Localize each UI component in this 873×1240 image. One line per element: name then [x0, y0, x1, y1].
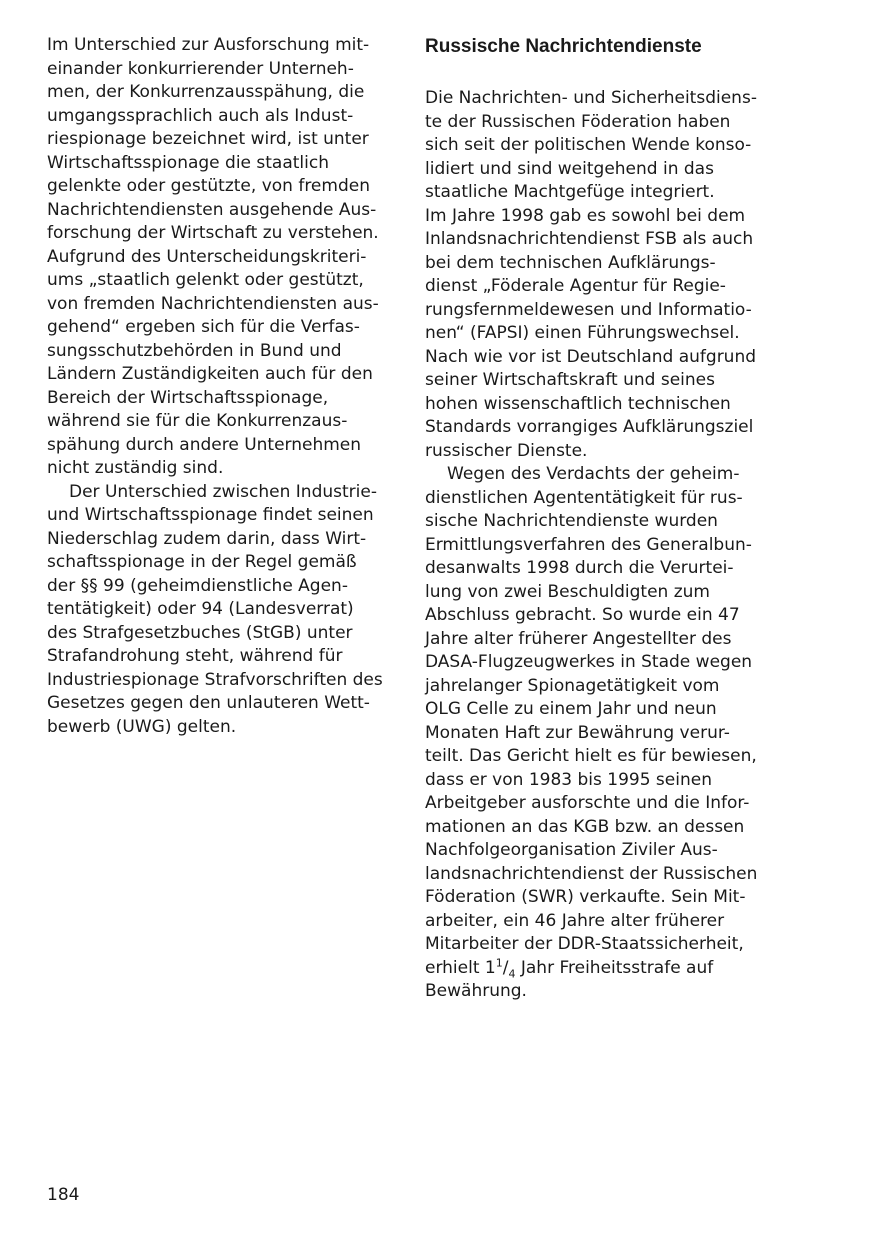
text-line: Wegen des Verdachts der geheim-: [447, 464, 740, 484]
text-line: Arbeitgeber ausforschte und die Infor-: [425, 793, 750, 813]
text-line: sungsschutzbehörden in Bund und: [47, 340, 342, 361]
text-line: hohen wissenschaftlich technischen: [425, 393, 731, 414]
text-line: nicht zuständig sind.: [47, 458, 224, 478]
fraction-numerator: 1: [495, 955, 503, 969]
text-line: dienstlichen Agententätigkeit für rus-: [425, 487, 743, 508]
left-column: [47, 34, 397, 739]
text-line: Wirtschaftsspionage die staatlich: [47, 152, 330, 173]
text-line: forschung der Wirtschaft zu verstehen.: [47, 223, 379, 243]
text-line: Bewährung.: [425, 981, 527, 1001]
text-line: Strafandrohung steht, während für: [47, 646, 343, 666]
text-line: rungsfernmeldewesen und Informatio-: [425, 299, 752, 320]
text-line: Der Unterschied zwischen Industrie-: [69, 481, 377, 502]
left-paragraph-1: [47, 34, 397, 481]
text-line: men, der Konkurrenzausspähung, die: [47, 82, 365, 102]
text-line: dienst „Föderale Agentur für Regie-: [425, 276, 726, 296]
fraction-denominator: 4: [508, 966, 516, 980]
text-line: Niederschlag zudem darin, dass Wirt-: [47, 528, 367, 549]
text-line: einander konkurrierender Unterneh-: [47, 58, 354, 79]
text-line: bewerb (UWG) gelten.: [47, 716, 237, 737]
fraction-line-suffix: Jahr Freiheitsstrafe auf: [515, 957, 714, 978]
text-line: des Strafgesetzbuches (StGB) unter: [47, 622, 353, 643]
text-line: mationen an das KGB bzw. an dessen: [425, 816, 745, 837]
text-line: te der Russischen Föderation haben: [425, 111, 731, 132]
right-column: [425, 34, 775, 1004]
page-number: 184: [47, 1185, 80, 1205]
text-line: gehend“ ergeben sich für die Verfas-: [47, 317, 360, 337]
text-line: lung von zwei Beschuldigten zum: [425, 581, 710, 602]
text-line: Ländern Zuständigkeiten auch für den: [47, 364, 373, 384]
text-line: Abschluss gebracht. So wurde ein 47: [425, 605, 740, 625]
right-paragraph-1: [425, 87, 775, 463]
text-line: ums „staatlich gelenkt oder gestützt,: [47, 270, 364, 290]
text-line: bei dem technischen Aufklärungs-: [425, 252, 716, 273]
text-line: teilt. Das Gericht hielt es für bewiesen,: [425, 746, 757, 766]
text-line: Die Nachrichten- und Sicherheitsdiens-: [425, 88, 757, 108]
text-line: Mitarbeiter der DDR-Staatssicherheit,: [425, 934, 744, 954]
text-line: OLG Celle zu einem Jahr und neun: [425, 699, 717, 719]
text-line: sich seit der politischen Wende konso-: [425, 135, 752, 155]
text-line: Bereich der Wirtschaftsspionage,: [47, 387, 329, 408]
text-line: jahrelanger Spionagetätigkeit vom: [425, 675, 720, 696]
text-line: Industriespionage Strafvorschriften des: [47, 669, 383, 690]
text-line: umgangssprachlich auch als Indust-: [47, 105, 354, 126]
text-line: riespionage bezeichnet wird, ist unter: [47, 129, 369, 149]
text-line: desanwalts 1998 durch die Verurtei-: [425, 558, 734, 578]
text-line: Föderation (SWR) verkaufte. Sein Mit-: [425, 887, 746, 907]
text-line: während sie für die Konkurrenzaus-: [47, 411, 348, 431]
text-line: dass er von 1983 bis 1995 seinen: [425, 769, 712, 790]
text-line: Standards vorrangiges Aufklärungsziel: [425, 417, 754, 437]
text-line: von fremden Nachrichtendiensten aus-: [47, 293, 379, 314]
left-paragraph-2: [47, 481, 397, 740]
text-line: Ermittlungsverfahren des Generalbun-: [425, 534, 752, 555]
text-line: seiner Wirtschaftskraft und seines: [425, 370, 715, 390]
text-line: Jahre alter früherer Angestellter des: [425, 628, 732, 649]
text-line: Monaten Haft zur Bewährung verur-: [425, 722, 730, 743]
text-line: Nach wie vor ist Deutschland aufgrund: [425, 346, 757, 367]
text-line: nen“ (FAPSI) einen Führungswechsel.: [425, 323, 740, 343]
text-line: Aufgrund des Unterscheidungskriteri-: [47, 246, 367, 267]
text-line: Inlandsnachrichtendienst FSB als auch: [425, 229, 754, 249]
text-line: und Wirtschaftsspionage findet seinen: [47, 505, 374, 525]
fraction-line: [425, 957, 775, 981]
text-line: tentätigkeit) oder 94 (Landesverrat): [47, 599, 354, 619]
text-line: staatliche Machtgefüge integriert.: [425, 182, 715, 202]
right-paragraph-2: [425, 463, 775, 957]
text-line: Im Unterschied zur Ausforschung mit-: [47, 35, 370, 55]
text-line: spähung durch andere Unternehmen: [47, 434, 362, 455]
text-line: DASA-Flugzeugwerkes in Stade wegen: [425, 652, 753, 672]
text-line: landsnachrichtendienst der Russischen: [425, 863, 758, 884]
fraction-slash: /: [502, 957, 509, 978]
text-line: Nachfolgeorganisation Ziviler Aus-: [425, 840, 718, 860]
text-line: der §§ 99 (geheimdienstliche Agen-: [47, 575, 348, 596]
text-line: schaftsspionage in der Regel gemäß: [47, 552, 357, 572]
text-line: sische Nachrichtendienste wurden: [425, 511, 718, 531]
section-heading: Russische Nachrichtendienste: [425, 36, 702, 57]
text-line: lidiert und sind weitgehend in das: [425, 158, 714, 179]
text-line: arbeiter, ein 46 Jahre alter früherer: [425, 910, 725, 931]
text-line: Gesetzes gegen den unlauteren Wett-: [47, 693, 370, 713]
text-line: gelenkte oder gestützte, von fremden: [47, 176, 370, 196]
text-line: Nachrichtendiensten ausgehende Aus-: [47, 199, 377, 220]
fraction-line-prefix: erhielt 1: [425, 957, 496, 978]
text-line: russischer Dienste.: [425, 440, 588, 461]
text-line: Im Jahre 1998 gab es sowohl bei dem: [425, 205, 746, 226]
